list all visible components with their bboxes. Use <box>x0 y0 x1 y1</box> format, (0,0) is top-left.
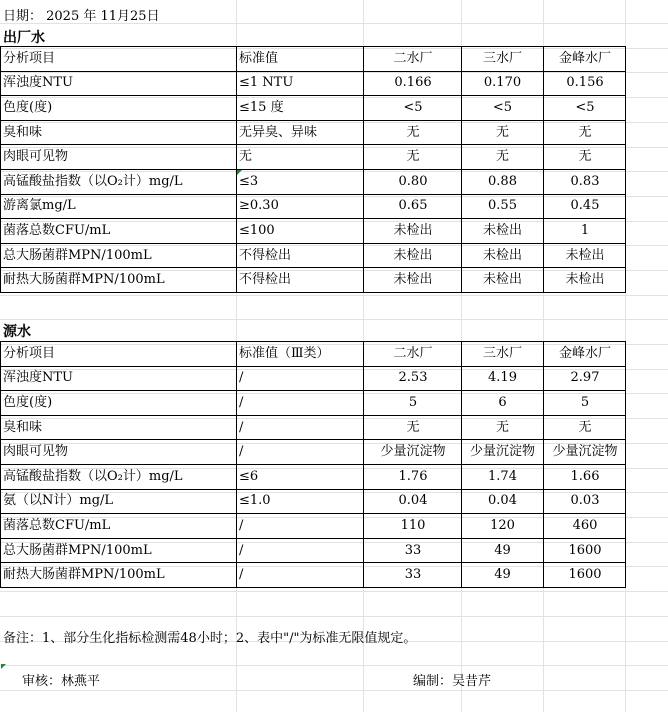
header-cell: 金峰水厂 <box>558 50 611 66</box>
value-cell: 1.74 <box>488 468 517 484</box>
header-cell: 金峰水厂 <box>558 345 611 361</box>
value-cell: 少量沉淀物 <box>552 444 618 460</box>
header-cell: 三水厂 <box>482 345 522 361</box>
standard-cell: / <box>239 419 244 435</box>
standard-cell: / <box>239 444 244 460</box>
table-border-h <box>0 218 626 219</box>
standard-cell: 无异臭、异味 <box>239 124 318 140</box>
value-cell: 无 <box>495 149 509 165</box>
item-cell: 游离氯mg/L <box>3 198 76 214</box>
table-row <box>0 194 668 219</box>
value-cell: 0.45 <box>570 198 600 214</box>
item-cell: 臭和味 <box>3 124 43 140</box>
table-header-row <box>0 341 668 366</box>
value-cell: 0.156 <box>566 75 604 91</box>
value-cell: 5 <box>580 394 590 410</box>
value-cell: 无 <box>495 124 509 140</box>
value-cell: 未检出 <box>393 222 433 238</box>
table-row <box>0 390 668 415</box>
item-cell: 氨（以N计）mg/L <box>3 493 114 509</box>
table-row <box>0 439 668 464</box>
value-cell: 无 <box>406 419 420 435</box>
standard-cell: 不得检出 <box>239 272 292 288</box>
value-cell: 无 <box>406 124 420 140</box>
table-header-row <box>0 46 668 71</box>
table-border-h <box>0 464 626 465</box>
value-cell: 110 <box>400 517 426 533</box>
value-cell: 1.66 <box>570 468 600 484</box>
table-border-h <box>0 341 626 342</box>
value-cell: 1600 <box>568 542 602 558</box>
table-row <box>0 489 668 514</box>
value-cell: 1 <box>580 222 590 238</box>
reviewer-label: 审核：林燕平 <box>22 674 101 689</box>
value-cell: 5 <box>408 394 418 410</box>
table-border-v <box>236 341 237 588</box>
value-cell: 未检出 <box>393 272 433 288</box>
table-border-h <box>0 489 626 490</box>
header-cell: 三水厂 <box>482 50 522 66</box>
source-title: 源水 <box>3 324 31 340</box>
standard-cell: 无 <box>239 149 253 165</box>
value-cell: 无 <box>578 124 592 140</box>
table-row <box>0 415 668 440</box>
item-cell: 高锰酸盐指数（以O₂计）mg/L <box>3 468 183 484</box>
item-cell: 菌落总数CFU/mL <box>3 517 111 533</box>
standard-cell: / <box>239 567 244 583</box>
standard-cell: ≥0.30 <box>239 198 279 214</box>
value-cell: 未检出 <box>565 247 605 263</box>
standard-cell: ≤1 NTU <box>239 75 294 91</box>
value-cell: 33 <box>404 542 422 558</box>
item-cell: 浑浊度NTU <box>3 370 74 386</box>
value-cell: 33 <box>404 567 422 583</box>
header-cell: 二水厂 <box>393 50 433 66</box>
grid-row-line <box>0 319 668 320</box>
value-cell: 无 <box>495 419 509 435</box>
table-border-h <box>0 439 626 440</box>
header-cell: 标准值 <box>239 50 279 66</box>
table-row <box>0 562 668 587</box>
value-cell: 未检出 <box>393 247 433 263</box>
value-cell: 未检出 <box>482 272 522 288</box>
table-border-h <box>0 538 626 539</box>
value-cell: 0.170 <box>483 75 522 91</box>
table-border-h <box>0 169 626 170</box>
value-cell: 少量沉淀物 <box>380 444 446 460</box>
table-row <box>0 218 668 243</box>
grid-row-line <box>0 616 668 617</box>
table-border-h <box>0 390 626 391</box>
value-cell: 0.80 <box>398 173 428 189</box>
item-cell: 总大肠菌群MPN/100mL <box>3 542 152 558</box>
table-border-v <box>0 46 1 293</box>
table-row <box>0 144 668 169</box>
value-cell: 120 <box>490 517 515 533</box>
standard-cell: ≤100 <box>239 222 275 238</box>
value-cell: 0.04 <box>398 493 428 509</box>
report-date: 日期： 2025 年 11月25日 <box>3 9 160 24</box>
value-cell: 1.76 <box>398 468 428 484</box>
cell-comment-marker <box>237 170 242 175</box>
table-row <box>0 267 668 292</box>
value-cell: <5 <box>492 99 513 115</box>
grid-row-line <box>0 665 668 666</box>
header-cell: 二水厂 <box>393 345 433 361</box>
standard-cell: ≤6 <box>239 468 259 484</box>
item-cell: 总大肠菌群MPN/100mL <box>3 247 152 263</box>
standard-cell: / <box>239 542 244 558</box>
table-border-h <box>0 562 626 563</box>
value-cell: 2.53 <box>398 370 428 386</box>
value-cell: 未检出 <box>482 222 522 238</box>
value-cell: 0.166 <box>394 75 432 91</box>
table-border-h <box>0 144 626 145</box>
table-border-h <box>0 95 626 96</box>
grid-row-line <box>0 295 668 296</box>
item-cell: 臭和味 <box>3 419 43 435</box>
table-border-v <box>363 46 364 293</box>
table-border-h <box>0 513 626 514</box>
value-cell: 0.88 <box>488 173 517 189</box>
value-cell: 未检出 <box>482 247 522 263</box>
header-cell: 分析项目 <box>3 50 56 66</box>
item-cell: 肉眼可见物 <box>3 444 69 460</box>
item-cell: 耐热大肠菌群MPN/100mL <box>3 567 165 583</box>
table-border-h <box>0 587 626 588</box>
table-border-v <box>461 341 462 588</box>
value-cell: 无 <box>578 419 592 435</box>
value-cell: 49 <box>494 542 511 558</box>
table-border-v <box>461 46 462 293</box>
value-cell: 无 <box>406 149 420 165</box>
table-row <box>0 464 668 489</box>
table-border-v <box>625 341 626 588</box>
header-cell: 标准值（Ⅲ类） <box>239 345 330 361</box>
value-cell: 0.83 <box>570 173 600 189</box>
table-row <box>0 71 668 96</box>
table-border-h <box>0 194 626 195</box>
table-border-v <box>543 341 544 588</box>
table-row <box>0 366 668 391</box>
value-cell: 0.03 <box>570 493 600 509</box>
table-border-h <box>0 71 626 72</box>
grid-row-line <box>0 690 668 691</box>
standard-cell: ≤15 度 <box>239 99 284 115</box>
table-row <box>0 513 668 538</box>
editor-label: 编制：吴昔芹 <box>413 674 492 689</box>
standard-cell: ≤3 <box>239 173 259 189</box>
table-border-h <box>0 267 626 268</box>
table-border-v <box>363 341 364 588</box>
value-cell: 0.04 <box>488 493 517 509</box>
table-row <box>0 120 668 145</box>
item-cell: 肉眼可见物 <box>3 149 69 165</box>
item-cell: 菌落总数CFU/mL <box>3 222 111 238</box>
table-row <box>0 169 668 194</box>
table-border-h <box>0 120 626 121</box>
value-cell: 未检出 <box>565 272 605 288</box>
cell-comment-marker <box>1 664 6 669</box>
value-cell: 0.65 <box>398 198 428 214</box>
value-cell: 无 <box>578 149 592 165</box>
table-border-v <box>543 46 544 293</box>
item-cell: 高锰酸盐指数（以O₂计）mg/L <box>3 173 183 189</box>
table-border-h <box>0 366 626 367</box>
table-row <box>0 95 668 120</box>
standard-cell: ≤1.0 <box>239 493 271 509</box>
value-cell: 4.19 <box>488 370 517 386</box>
standard-cell: 不得检出 <box>239 247 292 263</box>
header-cell: 分析项目 <box>3 345 56 361</box>
value-cell: 2.97 <box>570 370 600 386</box>
item-cell: 浑浊度NTU <box>3 75 74 91</box>
value-cell: 460 <box>572 517 598 533</box>
standard-cell: / <box>239 394 244 410</box>
table-border-h <box>0 243 626 244</box>
value-cell: 6 <box>498 394 507 410</box>
table-border-v <box>625 46 626 293</box>
value-cell: 1600 <box>568 567 602 583</box>
table-border-h <box>0 292 626 293</box>
item-cell: 色度(度) <box>3 99 53 115</box>
effluent-title: 出厂水 <box>3 30 45 46</box>
remarks-note: 备注：1、部分生化指标检测需48小时；2、表中"/"为标准无限值规定。 <box>3 631 417 646</box>
value-cell: <5 <box>575 99 595 115</box>
value-cell: 少量沉淀物 <box>469 444 535 460</box>
standard-cell: / <box>239 517 244 533</box>
table-border-h <box>0 415 626 416</box>
item-cell: 耐热大肠菌群MPN/100mL <box>3 272 165 288</box>
table-border-v <box>0 341 1 588</box>
standard-cell: / <box>239 370 244 386</box>
table-row <box>0 538 668 563</box>
grid-row-line <box>0 591 668 592</box>
value-cell: 0.55 <box>488 198 517 214</box>
value-cell: <5 <box>403 99 423 115</box>
item-cell: 色度(度) <box>3 394 53 410</box>
table-border-h <box>0 46 626 47</box>
value-cell: 49 <box>494 567 511 583</box>
table-row <box>0 243 668 268</box>
